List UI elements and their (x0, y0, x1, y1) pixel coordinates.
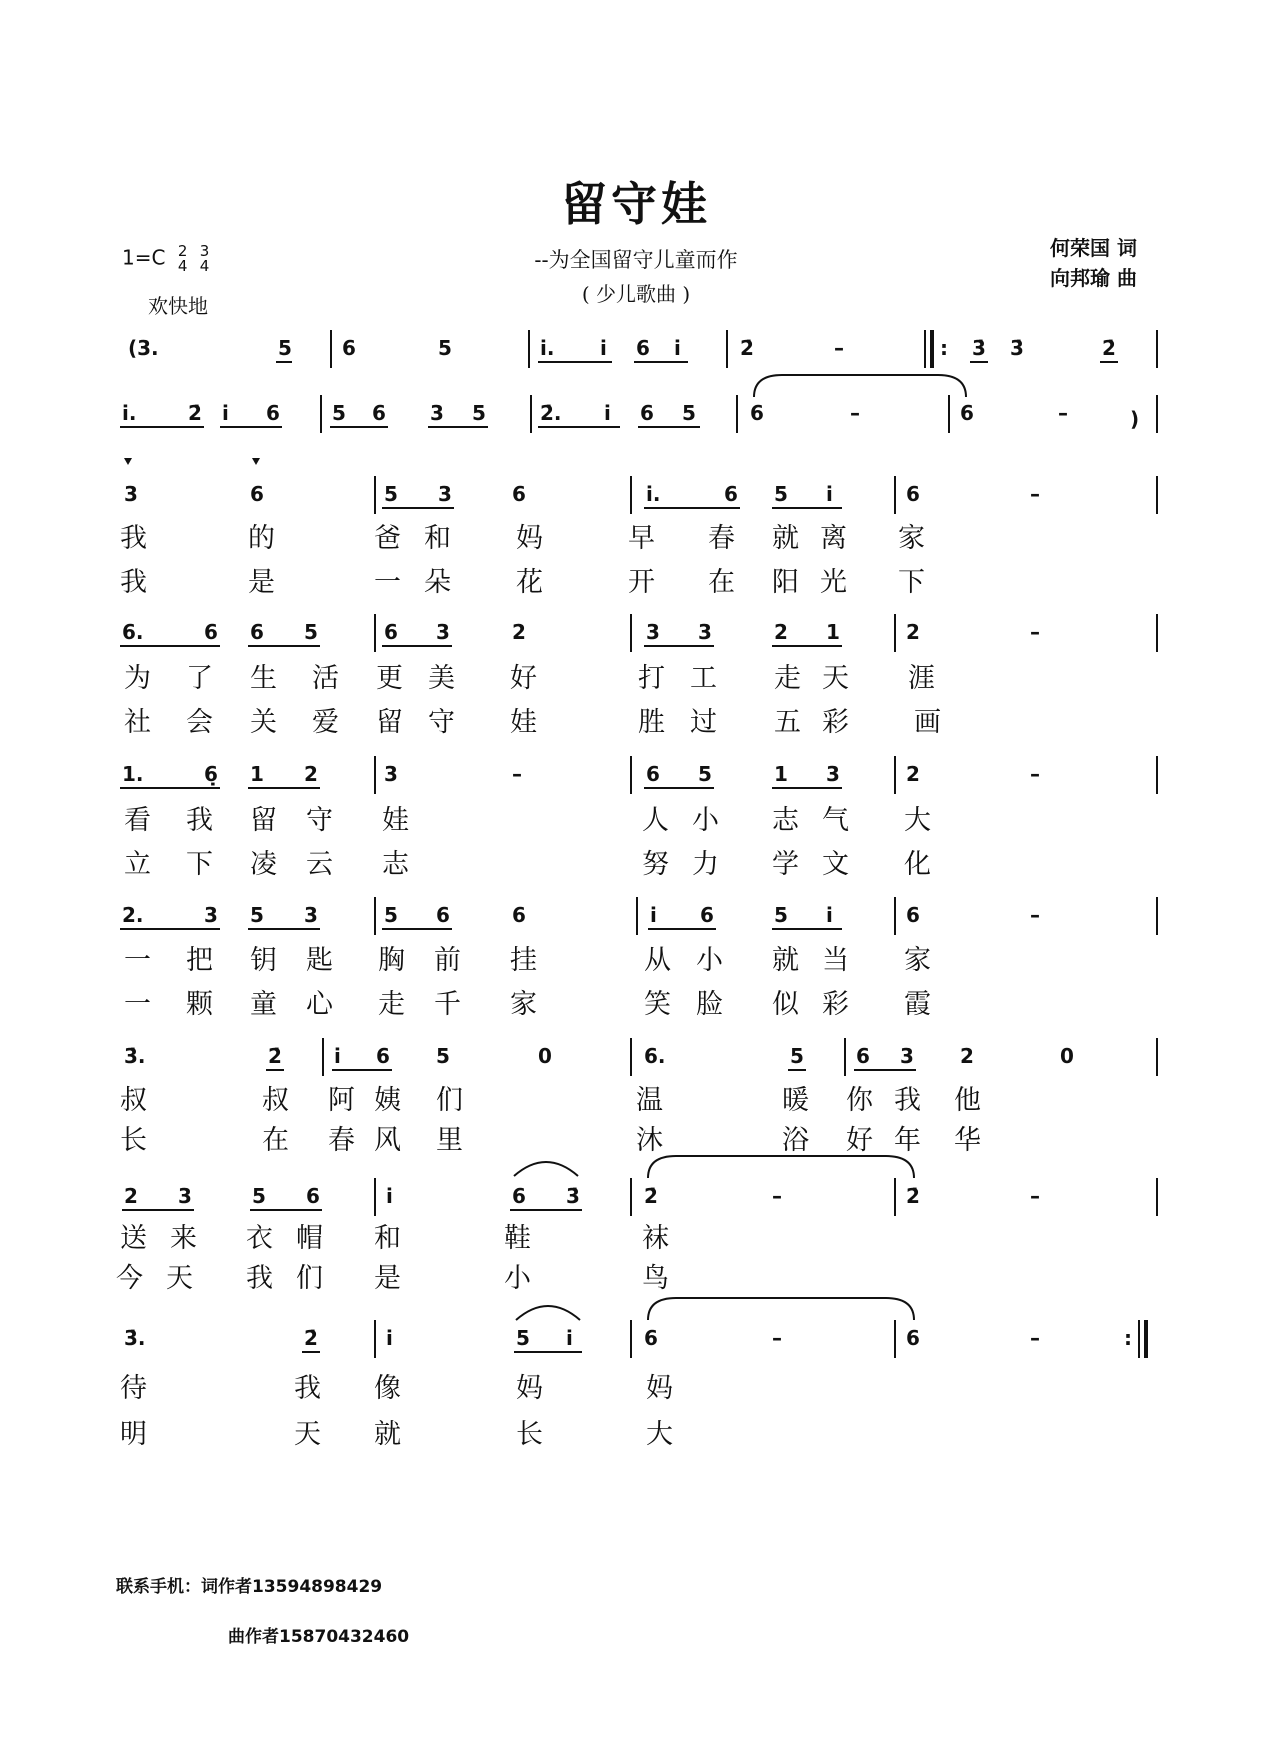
note: 6̣ (204, 762, 218, 786)
note: 2. (122, 903, 144, 927)
note: 5 (516, 1326, 530, 1350)
song-subtitle: --为全国留守儿童而作 (534, 248, 738, 272)
note: 6 (342, 336, 356, 360)
note: i. (122, 401, 137, 425)
notation-staff-9 (0, 1320, 1272, 1356)
note: i (566, 1326, 573, 1350)
note: 2 (774, 620, 788, 644)
note: 3 (204, 903, 218, 927)
note: – (772, 1326, 782, 1350)
note: – (834, 336, 844, 360)
note: (3. (128, 336, 159, 360)
note: 6. (122, 620, 144, 644)
note: – (1030, 903, 1040, 927)
song-title: 留守娃 (561, 177, 711, 231)
lyrics-line-5-verse-1: 叔 叔 阿 姨 们 温 暖 你 我 他 (120, 1085, 981, 1116)
lyrics-text (0, 1500, 1, 1501)
time-signature-2-4: 2 4 (177, 242, 188, 275)
note: 3̇. (124, 1044, 146, 1068)
note: 3 (646, 620, 660, 644)
notation-staff-8 (0, 1178, 1272, 1214)
note: 5 (472, 401, 486, 425)
note: i (386, 1326, 393, 1350)
note: 6. (644, 1044, 666, 1068)
note: – (1058, 401, 1068, 425)
note: 6 (636, 336, 650, 360)
note: 3̇ (566, 1184, 580, 1208)
note: 1. (122, 762, 144, 786)
tie-slur (752, 371, 968, 401)
note: 2̇ (740, 336, 754, 360)
note: 2̇ (644, 1184, 658, 1208)
note: 5 (384, 482, 398, 506)
lyrics-line-2-verse-1: 为 了 生 活 更 美 好 打 工 走 天 涯 (124, 663, 935, 694)
note: 6 (960, 401, 974, 425)
lyrics-line-3-verse-1: 看 我 留 守 娃 人 小 志 气 大 (124, 805, 931, 836)
note: 2̇ (268, 1044, 282, 1068)
repeat-dots: : (1124, 1326, 1132, 1350)
note: 3̇ (972, 336, 986, 360)
note: 6 (700, 903, 714, 927)
note: 6 (512, 482, 526, 506)
contact-lyricist: 联系手机：词作者13594898429 (116, 1577, 383, 1597)
note: i (674, 336, 681, 360)
note: 5 (278, 336, 292, 360)
note: 6 (512, 903, 526, 927)
note: – (1030, 620, 1040, 644)
note: 6 (250, 482, 264, 506)
note: i. (646, 482, 661, 506)
note: i (386, 1184, 393, 1208)
song-genre: ( 少儿歌曲 ) (581, 282, 691, 306)
time-signature-3-4: 3 4 (199, 242, 210, 275)
note: 5 (332, 401, 346, 425)
notation-staff-1 (0, 330, 1272, 366)
note: 6 (372, 401, 386, 425)
repeat-dots: : (940, 336, 948, 360)
note: 3 (698, 620, 712, 644)
lyrics-line-6-verse-1: 送 来 衣 帽 和 鞋 袜 (120, 1223, 669, 1254)
note: 6 (436, 903, 450, 927)
note: 3̇. (124, 1326, 146, 1350)
note: 2̇. (540, 401, 562, 425)
notation-staff-6 (0, 897, 1272, 933)
note: – (772, 1184, 782, 1208)
note: 6 (512, 1184, 526, 1208)
lyrics-line-6-verse-2: 今 天 我 们 是 小 鸟 (116, 1263, 669, 1294)
note: 2 (906, 620, 920, 644)
notation-staff-2 (0, 395, 1272, 431)
note: 5 (436, 1044, 450, 1068)
note: 3 (178, 1184, 192, 1208)
lyrics-line-4-verse-1: 一 把 钥 匙 胸 前 挂 从 小 就 当 家 (124, 945, 931, 976)
note: 2̇ (188, 401, 202, 425)
lyrics-line-4-verse-2: 一 颗 童 心 走 千 家 笑 脸 似 彩 霞 (124, 989, 931, 1020)
tempo-marking: 欢快地 (148, 294, 208, 318)
note: 6 (266, 401, 280, 425)
note: 2̇ (906, 1184, 920, 1208)
lyrics-line-1-verse-2: 我 是 一 朵 花 开 在 阳 光 下 (120, 567, 925, 598)
note: i (650, 903, 657, 927)
lyrics-line-3-verse-2: 立 下 凌 云 志 努 力 学 文 化 (124, 849, 931, 880)
note: – (1030, 762, 1040, 786)
note: 1 (826, 620, 840, 644)
note: i (826, 482, 833, 506)
notation-staff-7 (0, 1038, 1272, 1074)
note: i (222, 401, 229, 425)
note: 1 (774, 762, 788, 786)
note: 6 (376, 1044, 390, 1068)
note: 6 (644, 1326, 658, 1350)
note: 3 (124, 482, 138, 506)
note: 2 (304, 762, 318, 786)
note: 0 (1060, 1044, 1074, 1068)
note: 3 (436, 620, 450, 644)
note: 5 (790, 1044, 804, 1068)
tie-slur (646, 1152, 916, 1182)
note: 5 (774, 482, 788, 506)
note: 6 (204, 620, 218, 644)
note: 5 (384, 903, 398, 927)
note: 3 (304, 903, 318, 927)
note: 5 (250, 903, 264, 927)
note: 6 (750, 401, 764, 425)
note: 6 (906, 1326, 920, 1350)
note: 5 (438, 336, 452, 360)
note: – (1030, 1184, 1040, 1208)
note: i (600, 336, 607, 360)
note: i (334, 1044, 341, 1068)
note: 5 (682, 401, 696, 425)
note: 6 (906, 903, 920, 927)
note: 3 (430, 401, 444, 425)
lyrics-line-7-verse-1: 待 我 像 妈 妈 (120, 1373, 673, 1404)
note: i (826, 903, 833, 927)
breath-mark (252, 458, 260, 465)
note: 2 (124, 1184, 138, 1208)
note: – (850, 401, 860, 425)
breath-mark (124, 458, 132, 465)
note: 0 (538, 1044, 552, 1068)
note: 6 (856, 1044, 870, 1068)
notation-staff-5 (0, 756, 1272, 792)
note: 2̇ (1102, 336, 1116, 360)
note: 2 (512, 620, 526, 644)
note: 1 (250, 762, 264, 786)
note: 6 (640, 401, 654, 425)
note: 6 (906, 482, 920, 506)
note: 5 (252, 1184, 266, 1208)
note: i. (540, 336, 555, 360)
paren-close: ) (1130, 407, 1140, 431)
note: 6 (646, 762, 660, 786)
note: 6 (724, 482, 738, 506)
note: 3 (384, 762, 398, 786)
lyrics-line-1-verse-1: 我 的 爸 和 妈 早 春 就 离 家 (120, 523, 925, 554)
composer-credit: 向邦瑜 曲 (1050, 266, 1137, 290)
note: 2 (906, 762, 920, 786)
slur (514, 1298, 582, 1324)
notation-staff-4 (0, 614, 1272, 650)
note: 6 (250, 620, 264, 644)
note: – (1030, 482, 1040, 506)
notation-staff-3 (0, 476, 1272, 512)
lyrics-line-5-verse-2: 长 在 春 风 里 沐 浴 好 年 华 (120, 1125, 981, 1156)
key-time-signature (122, 244, 209, 274)
note: – (512, 762, 522, 786)
note: 3 (826, 762, 840, 786)
note: – (1030, 1326, 1040, 1350)
lyrics-line-2-verse-2: 社 会 关 爱 留 守 娃 胜 过 五 彩 画 (124, 707, 941, 738)
note: 3 (900, 1044, 914, 1068)
note: 2̇ (304, 1326, 318, 1350)
note: 5 (304, 620, 318, 644)
contact-composer: 曲作者15870432460 (228, 1627, 410, 1647)
note: 6 (384, 620, 398, 644)
slur (512, 1154, 580, 1180)
note: 5 (698, 762, 712, 786)
note: 3̇ (1010, 336, 1024, 360)
note: i (604, 401, 611, 425)
key-signature: 1=C (122, 245, 166, 270)
note: 3 (438, 482, 452, 506)
tie-slur (646, 1294, 916, 1324)
lyrics-line-7-verse-2: 明 天 就 长 大 (120, 1419, 673, 1450)
note: 6 (306, 1184, 320, 1208)
note: 2 (960, 1044, 974, 1068)
note: 5 (774, 903, 788, 927)
lyricist-credit: 何荣国 词 (1050, 236, 1137, 260)
